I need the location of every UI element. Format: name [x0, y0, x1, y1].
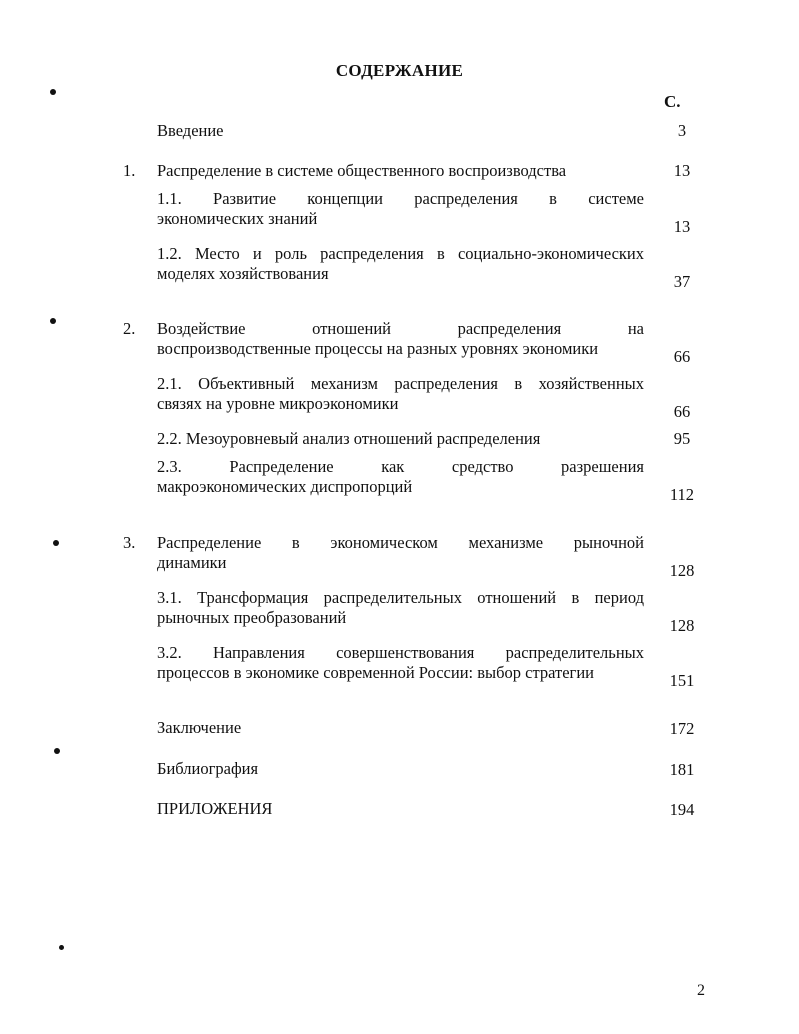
chapter-2-title-line2: воспроизводственные процессы на разных уровнях экономики — [157, 339, 599, 358]
toc-intro-page: 3 — [677, 121, 687, 140]
page-column-label: С. — [664, 92, 681, 111]
section-3-1-line1: 3.1. Трансформация распределительных отношений в период — [157, 588, 644, 607]
toc-appendices-page: 194 — [669, 800, 695, 819]
toc-conclusion-label: Заключение — [157, 718, 242, 737]
chapter-3-number: 3. — [123, 533, 136, 552]
section-2-1-line2: связях на уровне микроэкономики — [157, 394, 399, 413]
section-1-2-page: 37 — [673, 272, 691, 291]
chapter-2-number: 2. — [123, 319, 136, 338]
section-1-1-page: 13 — [673, 217, 691, 236]
chapter-1-number: 1. — [123, 161, 136, 180]
chapter-3-title-line1: Распределение в экономическом механизме рыночной — [157, 533, 644, 552]
toc-bibliography-label: Библиография — [157, 759, 259, 778]
section-3-2-page: 151 — [669, 671, 695, 690]
margin-speck — [53, 540, 59, 546]
section-1-2-line2: моделях хозяйствования — [157, 264, 329, 283]
section-1-1-line1: 1.1. Развитие концепции распределения в системе — [157, 189, 644, 208]
section-3-1-line2: рыночных преобразований — [157, 608, 347, 627]
section-2-1-page: 66 — [673, 402, 691, 421]
margin-speck — [50, 89, 56, 95]
chapter-2-page: 66 — [673, 347, 691, 366]
section-2-1-line1: 2.1. Объективный механизм распределения в хозяйственных — [157, 374, 644, 393]
toc-intro-label: Введение — [157, 121, 224, 140]
section-3-2-line1: 3.2. Направления совершенствования распределительных — [157, 643, 644, 662]
page-number: 2 — [697, 982, 705, 999]
toc-appendices-label: ПРИЛОЖЕНИЯ — [157, 799, 273, 818]
margin-speck — [59, 945, 64, 950]
margin-speck — [50, 318, 56, 324]
chapter-1-title: Распределение в системе общественного воспроизводства — [157, 161, 567, 180]
toc-heading: СОДЕРЖАНИЕ — [335, 61, 464, 80]
section-1-2-line1: 1.2. Место и роль распределения в социально-экономических — [157, 244, 644, 263]
toc-conclusion-page: 172 — [669, 719, 695, 738]
chapter-1-page: 13 — [673, 161, 691, 180]
section-2-2-line1: 2.2. Мезоуровневый анализ отношений распределения — [157, 429, 541, 448]
section-3-2-line2: процессов в экономике современной России: выбор стратегии — [157, 663, 594, 682]
section-1-1-line2: экономических знаний — [157, 209, 318, 228]
chapter-3-page: 128 — [669, 561, 695, 580]
section-2-3-page: 112 — [669, 485, 695, 504]
section-2-3-line1: 2.3. Распределение как средство разрешения — [157, 457, 644, 476]
toc-bibliography-page: 181 — [669, 760, 695, 779]
section-2-2-page: 95 — [673, 429, 691, 448]
section-3-1-page: 128 — [669, 616, 695, 635]
margin-speck — [54, 748, 60, 754]
chapter-3-title-line2: динамики — [157, 553, 227, 572]
section-2-3-line2: макроэкономических диспропорций — [157, 477, 413, 496]
chapter-2-title-line1: Воздействие отношений распределения на — [157, 319, 644, 338]
